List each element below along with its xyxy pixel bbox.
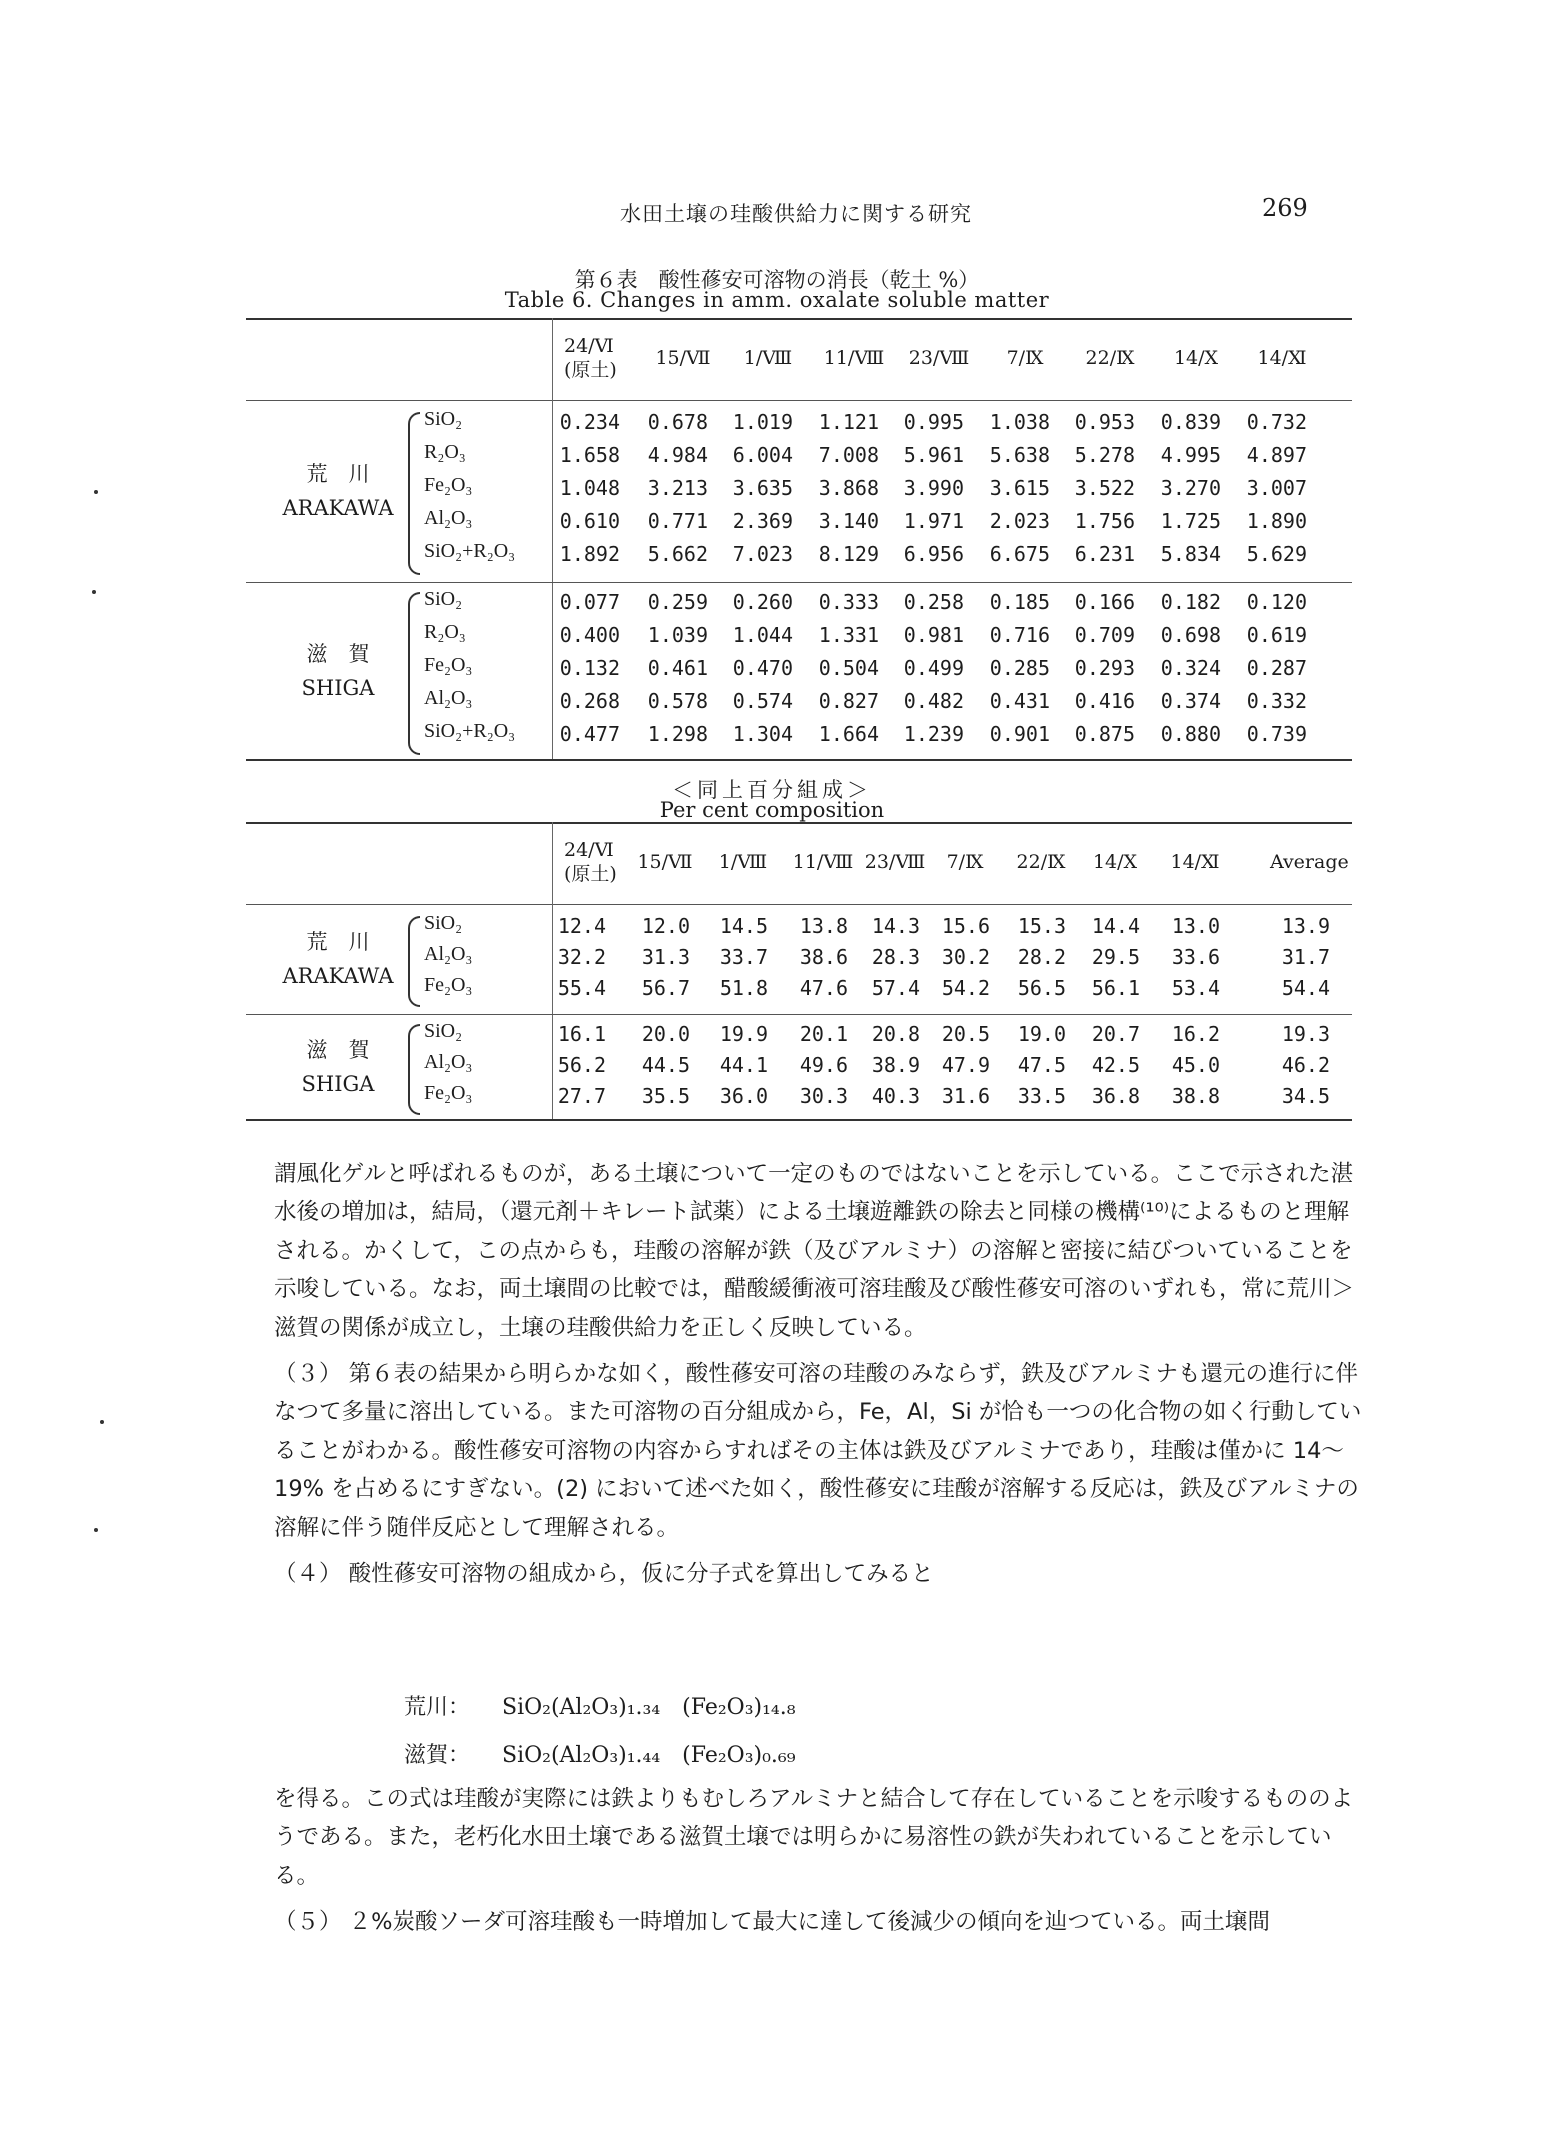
table-cell: 0.839: [1160, 410, 1221, 434]
table-cell: 13.8: [799, 914, 848, 938]
running-title: 水田土壌の珪酸供給力に関する研究: [620, 202, 972, 226]
table-cell: 0.880: [1160, 722, 1221, 746]
table-cell: 1.039: [647, 623, 708, 647]
row-label: Fe₂O₃: [424, 474, 473, 496]
scan-speck: [94, 490, 98, 494]
row-label: SiO₂: [424, 588, 463, 610]
table-cell: 14.4: [1091, 914, 1140, 938]
formula-1-label: 荒川：: [404, 1695, 471, 1720]
table-cell: 54.4: [1281, 976, 1330, 1000]
table-cell: 1.331: [818, 623, 879, 647]
table-cell: 54.2: [941, 976, 990, 1000]
table-cell: 56.5: [1017, 976, 1066, 1000]
table-cell: 28.3: [871, 945, 920, 969]
column-header: 14/Ⅺ: [1257, 347, 1307, 369]
table-cell: 0.132: [559, 656, 620, 680]
table-cell: 31.3: [641, 945, 690, 969]
table-cell: 1.019: [732, 410, 793, 434]
table-cell: 0.482: [903, 689, 964, 713]
page-number: 269: [1262, 194, 1308, 222]
table-cell: 1.664: [818, 722, 879, 746]
table-cell: 0.953: [1074, 410, 1135, 434]
table-cell: 0.285: [989, 656, 1050, 680]
table-cell: 3.990: [903, 476, 964, 500]
row-label: Al₂O₃: [424, 507, 473, 529]
row-group-brace: [408, 412, 420, 575]
row-label: SiO₂: [424, 1020, 463, 1042]
table-cell: 36.0: [719, 1084, 768, 1108]
table-cell: 0.182: [1160, 590, 1221, 614]
table-cell: 0.504: [818, 656, 879, 680]
column-header: 24/Ⅵ: [564, 335, 614, 357]
table6-caption-en: Table 6. Changes in amm. oxalate soluble matter: [504, 288, 1050, 312]
table-cell: 34.5: [1281, 1084, 1330, 1108]
table-cell: 0.431: [989, 689, 1050, 713]
table-cell: 3.270: [1160, 476, 1221, 500]
column-header: 7/Ⅸ: [946, 851, 984, 873]
table-cell: 0.578: [647, 689, 708, 713]
table-cell: 5.834: [1160, 542, 1221, 566]
table-top-rule: [246, 822, 1352, 824]
table-header-rule: [246, 904, 1352, 905]
table-cell: 36.8: [1091, 1084, 1140, 1108]
table6-caption-jp: 第６表 酸性蓚安可溶物の消長（乾土 %）: [574, 268, 980, 292]
column-header: 23/Ⅷ: [908, 347, 970, 369]
column-header: 14/Ⅹ: [1173, 347, 1219, 369]
table-cell: 29.5: [1091, 945, 1140, 969]
table-cell: 0.610: [559, 509, 620, 533]
table-cell: 0.260: [732, 590, 793, 614]
table-cell: 12.4: [557, 914, 606, 938]
table-cell: 57.4: [871, 976, 920, 1000]
column-header: 24/Ⅵ: [564, 839, 614, 861]
column-header: Average: [1270, 851, 1349, 873]
table-cell: 32.2: [557, 945, 606, 969]
table-cell: 0.574: [732, 689, 793, 713]
table-cell: 38.8: [1171, 1084, 1220, 1108]
table-cell: 16.1: [557, 1022, 606, 1046]
table-cell: 1.756: [1074, 509, 1135, 533]
table-cell: 20.5: [941, 1022, 990, 1046]
table-cell: 33.7: [719, 945, 768, 969]
table-cell: 56.2: [557, 1053, 606, 1077]
table-cell: 38.9: [871, 1053, 920, 1077]
row-label: R₂O₃: [424, 441, 466, 463]
table-cell: 1.038: [989, 410, 1050, 434]
row-label: Fe₂O₃: [424, 1082, 473, 1104]
table-cell: 4.897: [1246, 443, 1307, 467]
table-bottom-rule: [246, 759, 1352, 761]
table-cell: 0.259: [647, 590, 708, 614]
row-label: Al₂O₃: [424, 943, 473, 965]
table-cell: 3.007: [1246, 476, 1307, 500]
table-cell: 53.4: [1171, 976, 1220, 1000]
table-cell: 0.258: [903, 590, 964, 614]
table-cell: 20.1: [799, 1022, 848, 1046]
table-cell: 0.324: [1160, 656, 1221, 680]
site-divider-rule: [246, 1014, 1352, 1015]
row-label: R₂O₃: [424, 621, 466, 643]
row-label: Al₂O₃: [424, 687, 473, 709]
table-cell: 40.3: [871, 1084, 920, 1108]
table-cell: 0.166: [1074, 590, 1135, 614]
table-cell: 1.121: [818, 410, 879, 434]
table-cell: 0.287: [1246, 656, 1307, 680]
table-cell: 2.369: [732, 509, 793, 533]
table-cell: 3.213: [647, 476, 708, 500]
table-cell: 47.5: [1017, 1053, 1066, 1077]
paragraph-3: （４） 酸性蓚安可溶物の組成から，仮に分子式を算出してみると: [274, 1561, 934, 1588]
site-name-en: ARAKAWA: [282, 495, 394, 520]
table-cell: 3.522: [1074, 476, 1135, 500]
table-header-rule: [246, 400, 1352, 401]
table-cell: 44.5: [641, 1053, 690, 1077]
column-header: 15/Ⅶ: [655, 347, 711, 369]
table-cell: 0.732: [1246, 410, 1307, 434]
table-cell: 3.868: [818, 476, 879, 500]
table-cell: 0.709: [1074, 623, 1135, 647]
table-cell: 16.2: [1171, 1022, 1220, 1046]
table-cell: 0.120: [1246, 590, 1307, 614]
table-cell: 13.9: [1281, 914, 1330, 938]
row-group-brace: [408, 916, 420, 1007]
table-cell: 44.1: [719, 1053, 768, 1077]
table-cell: 0.875: [1074, 722, 1135, 746]
row-label: SiO₂+R₂O₃: [424, 540, 516, 562]
table-cell: 3.615: [989, 476, 1050, 500]
table-cell: 47.9: [941, 1053, 990, 1077]
table-cell: 35.5: [641, 1084, 690, 1108]
table-cell: 6.675: [989, 542, 1050, 566]
column-header: 11/Ⅷ: [792, 851, 854, 873]
table-cell: 0.499: [903, 656, 964, 680]
column-header-sub: (原土): [564, 359, 617, 381]
column-header: 1/Ⅷ: [743, 347, 793, 369]
column-header: 14/Ⅺ: [1170, 851, 1220, 873]
table-cell: 0.332: [1246, 689, 1307, 713]
table-cell: 1.048: [559, 476, 620, 500]
table-cell: 27.7: [557, 1084, 606, 1108]
table-cell: 0.716: [989, 623, 1050, 647]
table-cell: 19.0: [1017, 1022, 1066, 1046]
table6b-caption-en: Per cent composition: [659, 798, 885, 822]
table-cell: 45.0: [1171, 1053, 1220, 1077]
table-cell: 19.9: [719, 1022, 768, 1046]
paragraph-1: 謂風化ゲルと呼ばれるものが，ある土壌について一定のものではないことを示している。ここで示された湛水後の増加は，結局，（還元剤＋キレート試薬）による土壌遊離鉄の除去と同様の機構⁽¹⁰⁾によるものと理解される。かくして，この点からも，珪酸の溶解が鉄（及びアルミナ）の溶解と密接に結びついていることを示唆している。なお，両土壌間の比較では，醋酸緩衝液可溶珪酸及び酸性蓚安可溶のいずれも，常に荒川＞滋賀の関係が成立し，土壌の珪酸供給力を正しく反映している。: [274, 1161, 1355, 1341]
table-cell: 2.023: [989, 509, 1050, 533]
table-cell: 12.0: [641, 914, 690, 938]
table-cell: 0.416: [1074, 689, 1135, 713]
table-cell: 7.023: [732, 542, 793, 566]
table-cell: 1.890: [1246, 509, 1307, 533]
table-cell: 5.961: [903, 443, 964, 467]
table-cell: 5.662: [647, 542, 708, 566]
table-cell: 6.004: [732, 443, 793, 467]
table-cell: 55.4: [557, 976, 606, 1000]
table-cell: 3.635: [732, 476, 793, 500]
column-header: 23/Ⅷ: [864, 851, 926, 873]
table-cell: 15.6: [941, 914, 990, 938]
row-group-brace: [408, 1024, 420, 1115]
column-header: 14/Ⅹ: [1092, 851, 1138, 873]
table-cell: 5.278: [1074, 443, 1135, 467]
paragraph-5: （５） ２%炭酸ソーダ可溶珪酸も一時増加して最大に達して後減少の傾向を辿つている。両土壌間: [274, 1909, 1271, 1936]
table-cell: 3.140: [818, 509, 879, 533]
column-header: 11/Ⅷ: [823, 347, 885, 369]
table-cell: 14.5: [719, 914, 768, 938]
table-cell: 28.2: [1017, 945, 1066, 969]
row-label: Fe₂O₃: [424, 654, 473, 676]
table-cell: 30.3: [799, 1084, 848, 1108]
table-cell: 1.304: [732, 722, 793, 746]
site-name-jp: 滋 賀: [306, 641, 370, 666]
table-cell: 0.333: [818, 590, 879, 614]
scan-speck: [100, 1420, 104, 1424]
site-divider-rule: [246, 582, 1352, 583]
table-cell: 1.298: [647, 722, 708, 746]
formula-2: SiO₂(Al₂O₃)₁.₄₄ (Fe₂O₃)₀.₆₉: [502, 1743, 796, 1768]
table-cell: 0.077: [559, 590, 620, 614]
column-header: 15/Ⅶ: [637, 851, 693, 873]
table-cell: 42.5: [1091, 1053, 1140, 1077]
table-cell: 1.239: [903, 722, 964, 746]
row-label: SiO₂: [424, 912, 463, 934]
table-cell: 47.6: [799, 976, 848, 1000]
column-header: 7/Ⅸ: [1006, 347, 1044, 369]
table-cell: 20.8: [871, 1022, 920, 1046]
table-cell: 56.1: [1091, 976, 1140, 1000]
table-cell: 7.008: [818, 443, 879, 467]
table-cell: 0.185: [989, 590, 1050, 614]
column-header: 1/Ⅷ: [718, 851, 768, 873]
table-cell: 49.6: [799, 1053, 848, 1077]
table-cell: 0.400: [559, 623, 620, 647]
table-cell: 0.461: [647, 656, 708, 680]
table-cell: 0.293: [1074, 656, 1135, 680]
table-cell: 1.892: [559, 542, 620, 566]
table-cell: 0.470: [732, 656, 793, 680]
column-header: 22/Ⅸ: [1085, 347, 1135, 369]
table-cell: 4.984: [647, 443, 708, 467]
column-header-sub: (原土): [564, 863, 617, 885]
table-cell: 51.8: [719, 976, 768, 1000]
paragraph-4: を得る。この式は珪酸が実際には鉄よりもむしろアルミナと結合して存在していることを示唆するもののようである。また，老朽化水田土壌である滋賀土壌では明らかに易溶性の鉄が失われていることを示している。: [274, 1786, 1354, 1889]
table-cell: 0.678: [647, 410, 708, 434]
site-name-en: SHIGA: [301, 675, 375, 700]
table-top-rule: [246, 318, 1352, 320]
table-cell: 0.234: [559, 410, 620, 434]
table-cell: 1.971: [903, 509, 964, 533]
table-cell: 31.6: [941, 1084, 990, 1108]
site-name-en: SHIGA: [301, 1071, 375, 1096]
table-cell: 38.6: [799, 945, 848, 969]
table-cell: 33.6: [1171, 945, 1220, 969]
table-cell: 33.5: [1017, 1084, 1066, 1108]
table-cell: 46.2: [1281, 1053, 1330, 1077]
formula-1: SiO₂(Al₂O₃)₁.₃₄ (Fe₂O₃)₁₄.₈: [502, 1695, 796, 1720]
table-cell: 0.739: [1246, 722, 1307, 746]
table-cell: 0.374: [1160, 689, 1221, 713]
table-cell: 8.129: [818, 542, 879, 566]
table-cell: 31.7: [1281, 945, 1330, 969]
table-cell: 15.3: [1017, 914, 1066, 938]
scan-speck: [94, 1528, 98, 1532]
table-cell: 6.956: [903, 542, 964, 566]
table-cell: 0.901: [989, 722, 1050, 746]
table-cell: 30.2: [941, 945, 990, 969]
site-name-jp: 滋 賀: [306, 1037, 370, 1062]
row-label: Al₂O₃: [424, 1051, 473, 1073]
table-cell: 19.3: [1281, 1022, 1330, 1046]
table-cell: 1.044: [732, 623, 793, 647]
table-cell: 6.231: [1074, 542, 1135, 566]
paragraph-2: （３） 第６表の結果から明らかな如く，酸性蓚安可溶の珪酸のみならず，鉄及びアルミナも還元の進行に伴なつて多量に溶出している。また可溶物の百分組成から，Fe，Al，Si が恰も一つの化合物の如く行動していることがわかる。酸性蓚安可溶物の内容からすればその主体は鉄及びアルミナであり，珪酸は僅かに 14〜19% を占めるにすぎない。(2) において述べた如く，酸性蓚安に珪酸が溶解する反応は，鉄及びアルミナの溶解に伴う随伴反応として理解される。: [274, 1361, 1362, 1541]
table-cell: 13.0: [1171, 914, 1220, 938]
site-name-jp: 荒 川: [306, 461, 370, 486]
row-label: Fe₂O₃: [424, 974, 473, 996]
table-cell: 1.725: [1160, 509, 1221, 533]
table-cell: 0.477: [559, 722, 620, 746]
table-cell: 20.7: [1091, 1022, 1140, 1046]
table6b-caption-jp: ＜同上百分組成＞: [672, 778, 872, 802]
table-cell: 0.698: [1160, 623, 1221, 647]
site-name-en: ARAKAWA: [282, 963, 394, 988]
table-cell: 14.3: [871, 914, 920, 938]
table-cell: 0.268: [559, 689, 620, 713]
table-cell: 0.619: [1246, 623, 1307, 647]
table-cell: 1.658: [559, 443, 620, 467]
row-label: SiO₂: [424, 408, 463, 430]
table-bottom-rule: [246, 1119, 1352, 1121]
table-cell: 56.7: [641, 976, 690, 1000]
table-cell: 0.771: [647, 509, 708, 533]
formula-2-label: 滋賀：: [404, 1743, 471, 1768]
row-label: SiO₂+R₂O₃: [424, 720, 516, 742]
table-cell: 0.827: [818, 689, 879, 713]
body-text: [274, 1155, 1364, 1593]
row-group-brace: [408, 592, 420, 755]
site-name-jp: 荒 川: [306, 929, 370, 954]
table-cell: 5.629: [1246, 542, 1307, 566]
table-cell: 5.638: [989, 443, 1050, 467]
table-cell: 4.995: [1160, 443, 1221, 467]
body-text-2: [274, 1780, 1364, 1942]
table-cell: 0.981: [903, 623, 964, 647]
table-cell: 20.0: [641, 1022, 690, 1046]
scan-speck: [92, 590, 96, 594]
column-header: 22/Ⅸ: [1016, 851, 1066, 873]
table-cell: 0.995: [903, 410, 964, 434]
